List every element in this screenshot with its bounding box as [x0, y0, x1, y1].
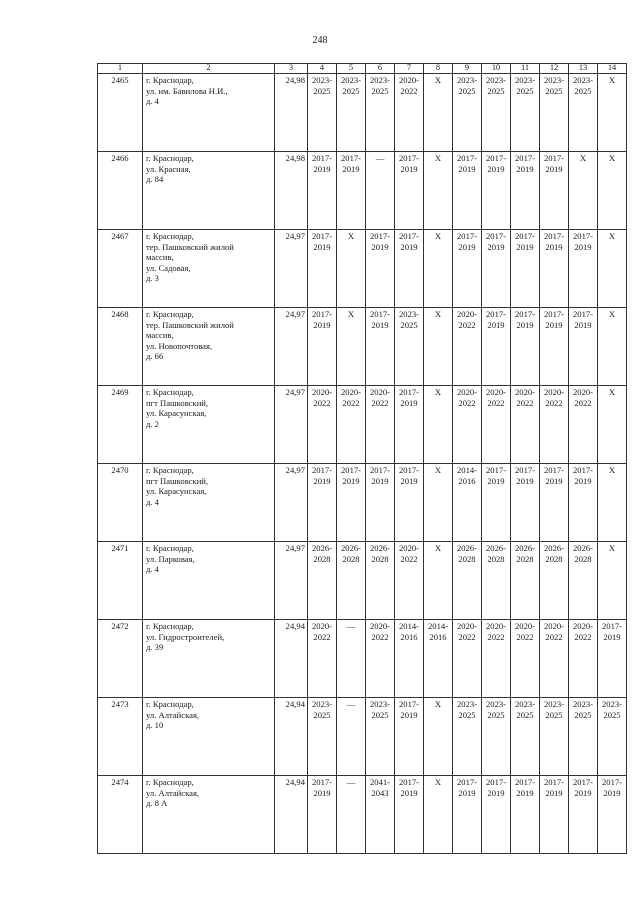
address-line: д. 84 [146, 174, 164, 184]
address-line: ул. Алтайская, [146, 709, 200, 720]
period-cell: 2026- 2028 [453, 542, 482, 620]
period-cell: 2020- 2022 [540, 386, 569, 464]
address-line: д. 39 [146, 642, 164, 652]
address-line: ул. Алтайская, [146, 787, 200, 798]
period-cell: 2017- 2019 [482, 152, 511, 230]
period-cell: Х [424, 230, 453, 308]
period-cell: 2041- 2043 [366, 776, 395, 854]
period-cell: 2017- 2019 [395, 386, 424, 464]
period-cell: 2026- 2028 [337, 542, 366, 620]
table-row [98, 230, 627, 308]
period-cell: 2023- 2025 [511, 74, 540, 152]
period-cell: 2020- 2022 [453, 308, 482, 386]
period-cell: — [366, 152, 395, 230]
period-cell: Х [424, 698, 453, 776]
period-cell: 2017- 2019 [511, 776, 540, 854]
period-cell: 2020- 2022 [308, 386, 337, 464]
period-cell: 2026- 2028 [569, 542, 598, 620]
table-row [98, 152, 627, 230]
area-value: 24,97 [275, 230, 308, 308]
area-value: 24,94 [275, 698, 308, 776]
address-cell [143, 464, 275, 542]
address-line: ул. Красная, [146, 163, 191, 174]
period-cell: Х [424, 776, 453, 854]
period-cell: 2023- 2025 [540, 74, 569, 152]
address-line: г. Краснодар, [146, 75, 194, 85]
period-cell: 2017- 2019 [482, 464, 511, 542]
address-line: ул. Гидростроителей, [146, 631, 225, 642]
period-cell: 2017- 2019 [395, 464, 424, 542]
period-cell: 2020- 2022 [482, 386, 511, 464]
address-cell [143, 620, 275, 698]
table-row [98, 386, 627, 464]
period-cell: 2017- 2019 [395, 698, 424, 776]
column-number-cell: 11 [511, 64, 540, 74]
address-line: д. 10 [146, 720, 164, 730]
period-cell: 2017- 2019 [453, 152, 482, 230]
period-cell: 2017- 2019 [569, 308, 598, 386]
period-cell: 2026- 2028 [482, 542, 511, 620]
period-cell: 2017- 2019 [511, 464, 540, 542]
period-cell: Х [424, 308, 453, 386]
period-cell: 2020- 2022 [453, 386, 482, 464]
period-cell: Х [337, 308, 366, 386]
column-number-cell: 10 [482, 64, 511, 74]
period-cell: 2023- 2025 [366, 698, 395, 776]
period-cell: 2017- 2019 [598, 620, 627, 698]
row-number: 2470 [98, 464, 143, 542]
address-line: ул. Новопочтовая, [146, 340, 213, 351]
column-number-cell: 8 [424, 64, 453, 74]
address-line: ул. Садовая, [146, 262, 191, 273]
period-cell: 2020- 2022 [569, 386, 598, 464]
address-line: г. Краснодар, [146, 153, 194, 163]
address-line: д. 4 [146, 564, 159, 574]
period-cell: 2017- 2019 [540, 776, 569, 854]
row-number: 2473 [98, 698, 143, 776]
row-number: 2465 [98, 74, 143, 152]
period-cell: 2023- 2025 [308, 74, 337, 152]
period-cell: Х [598, 308, 627, 386]
period-cell: Х [598, 386, 627, 464]
period-cell: 2026- 2028 [308, 542, 337, 620]
row-number: 2468 [98, 308, 143, 386]
period-cell: 2017- 2019 [308, 230, 337, 308]
address-line: ул. Карасунская, [146, 408, 207, 418]
housing-register-table [97, 63, 627, 854]
address-line: ул. Карасунская, [146, 486, 207, 496]
column-number-cell: 14 [598, 64, 627, 74]
address-line: г. Краснодар, [146, 387, 194, 397]
period-cell: 2017- 2019 [598, 776, 627, 854]
period-cell: Х [598, 230, 627, 308]
period-cell: Х [598, 152, 627, 230]
address-line: ул. Парковая, [146, 553, 195, 564]
period-cell: 2017- 2019 [395, 776, 424, 854]
period-cell: Х [424, 464, 453, 542]
period-cell: 2017- 2019 [453, 230, 482, 308]
period-cell: 2020- 2022 [511, 386, 540, 464]
address-line: массив, [146, 330, 174, 340]
area-value: 24,94 [275, 776, 308, 854]
period-cell: — [337, 776, 366, 854]
address-line: тер. Пашковский жилой [146, 319, 234, 330]
address-line: д. 2 [146, 418, 159, 429]
table-row [98, 542, 627, 620]
period-cell: Х [337, 230, 366, 308]
period-cell: Х [598, 74, 627, 152]
column-number-cell: 5 [337, 64, 366, 74]
address-line: г. Краснодар, [146, 777, 194, 787]
period-cell: 2020- 2022 [337, 386, 366, 464]
address-line: г. Краснодар, [146, 621, 194, 631]
period-cell: 2023- 2025 [598, 698, 627, 776]
address-line: пгт Пашковский, [146, 397, 209, 408]
period-cell: 2023- 2025 [395, 308, 424, 386]
period-cell: 2014- 2016 [424, 620, 453, 698]
period-cell: 2017- 2019 [540, 152, 569, 230]
period-cell: 2017- 2019 [482, 776, 511, 854]
address-line: д. 3 [146, 273, 159, 283]
column-number-row [98, 64, 627, 74]
period-cell: 2020- 2022 [395, 542, 424, 620]
column-number-cell: 12 [540, 64, 569, 74]
address-cell [143, 386, 275, 464]
address-cell [143, 776, 275, 854]
row-number: 2469 [98, 386, 143, 464]
period-cell: 2014- 2016 [395, 620, 424, 698]
address-line: г. Краснодар, [146, 543, 194, 553]
address-line: г. Краснодар, [146, 699, 194, 709]
address-cell [143, 74, 275, 152]
period-cell: 2014- 2016 [453, 464, 482, 542]
period-cell: 2020- 2022 [308, 620, 337, 698]
period-cell: 2023- 2025 [569, 698, 598, 776]
area-value: 24,94 [275, 620, 308, 698]
area-value: 24,97 [275, 464, 308, 542]
address-line: пгт Пашковский, [146, 475, 209, 486]
period-cell: 2017- 2019 [482, 308, 511, 386]
period-cell: — [337, 620, 366, 698]
address-cell [143, 308, 275, 386]
period-cell: 2017- 2019 [511, 230, 540, 308]
column-number-cell: 4 [308, 64, 337, 74]
address-line: д. 4 [146, 96, 159, 106]
period-cell: 2020- 2022 [366, 620, 395, 698]
period-cell: 2020- 2022 [569, 620, 598, 698]
period-cell: 2017- 2019 [540, 230, 569, 308]
period-cell: 2026- 2028 [366, 542, 395, 620]
area-value: 24,98 [275, 74, 308, 152]
period-cell: 2026- 2028 [511, 542, 540, 620]
column-number-cell: 6 [366, 64, 395, 74]
area-value: 24,97 [275, 386, 308, 464]
table-row [98, 776, 627, 854]
address-cell [143, 542, 275, 620]
address-cell [143, 230, 275, 308]
period-cell: 2017- 2019 [540, 308, 569, 386]
period-cell: 2017- 2019 [308, 308, 337, 386]
address-line: г. Краснодар, [146, 465, 194, 475]
table-row [98, 620, 627, 698]
period-cell: 2023- 2025 [511, 698, 540, 776]
column-number-cell: 13 [569, 64, 598, 74]
period-cell: Х [569, 152, 598, 230]
period-cell: 2017- 2019 [569, 230, 598, 308]
row-number: 2474 [98, 776, 143, 854]
period-cell: 2017- 2019 [511, 308, 540, 386]
period-cell: — [337, 698, 366, 776]
period-cell: 2017- 2019 [453, 776, 482, 854]
table-row [98, 74, 627, 152]
column-number-cell: 9 [453, 64, 482, 74]
period-cell: 2017- 2019 [511, 152, 540, 230]
period-cell: 2017- 2019 [366, 464, 395, 542]
period-cell: 2017- 2019 [308, 152, 337, 230]
row-number: 2471 [98, 542, 143, 620]
period-cell: Х [424, 386, 453, 464]
period-cell: 2023- 2025 [482, 74, 511, 152]
period-cell: Х [424, 152, 453, 230]
period-cell: 2017- 2019 [366, 230, 395, 308]
period-cell: 2017- 2019 [366, 308, 395, 386]
column-number-cell: 3 [275, 64, 308, 74]
area-value: 24,98 [275, 152, 308, 230]
period-cell: Х [424, 542, 453, 620]
column-number-cell: 7 [395, 64, 424, 74]
period-cell: Х [424, 74, 453, 152]
period-cell: 2017- 2019 [395, 230, 424, 308]
period-cell: 2020- 2022 [540, 620, 569, 698]
period-cell: 2017- 2019 [569, 464, 598, 542]
area-value: 24,97 [275, 542, 308, 620]
row-number: 2467 [98, 230, 143, 308]
row-number: 2472 [98, 620, 143, 698]
period-cell: 2020- 2022 [366, 386, 395, 464]
period-cell: 2020- 2022 [395, 74, 424, 152]
table-row [98, 698, 627, 776]
period-cell: 2017- 2019 [482, 230, 511, 308]
period-cell: 2023- 2025 [453, 74, 482, 152]
period-cell: 2017- 2019 [337, 464, 366, 542]
area-value: 24,97 [275, 308, 308, 386]
period-cell: 2017- 2019 [308, 776, 337, 854]
table-row [98, 464, 627, 542]
period-cell: Х [598, 542, 627, 620]
address-line: ул. им. Бавилова Н.И., [146, 85, 228, 96]
period-cell: 2023- 2025 [453, 698, 482, 776]
period-cell: 2017- 2019 [569, 776, 598, 854]
address-line: д. 66 [146, 351, 164, 361]
address-line: массив, [146, 252, 174, 262]
period-cell: 2020- 2022 [453, 620, 482, 698]
period-cell: 2023- 2025 [540, 698, 569, 776]
period-cell: Х [598, 464, 627, 542]
period-cell: 2023- 2025 [337, 74, 366, 152]
address-line: д. 4 [146, 496, 159, 507]
address-line: г. Краснодар, [146, 231, 194, 241]
page-number: 248 [312, 35, 328, 46]
column-number-cell: 1 [98, 64, 143, 74]
period-cell: 2023- 2025 [482, 698, 511, 776]
period-cell: 2017- 2019 [395, 152, 424, 230]
period-cell: 2017- 2019 [337, 152, 366, 230]
address-line: д. 8 А [146, 798, 168, 808]
period-cell: 2026- 2028 [540, 542, 569, 620]
address-cell [143, 152, 275, 230]
column-number-cell: 2 [143, 64, 275, 74]
period-cell: 2017- 2019 [308, 464, 337, 542]
period-cell: 2023- 2025 [308, 698, 337, 776]
period-cell: 2020- 2022 [511, 620, 540, 698]
period-cell: 2023- 2025 [569, 74, 598, 152]
period-cell: 2023- 2025 [366, 74, 395, 152]
row-number: 2466 [98, 152, 143, 230]
period-cell: 2017- 2019 [540, 464, 569, 542]
table-row [98, 308, 627, 386]
address-cell [143, 698, 275, 776]
period-cell: 2020- 2022 [482, 620, 511, 698]
address-line: г. Краснодар, [146, 309, 194, 319]
address-line: тер. Пашковский жилой [146, 241, 234, 252]
